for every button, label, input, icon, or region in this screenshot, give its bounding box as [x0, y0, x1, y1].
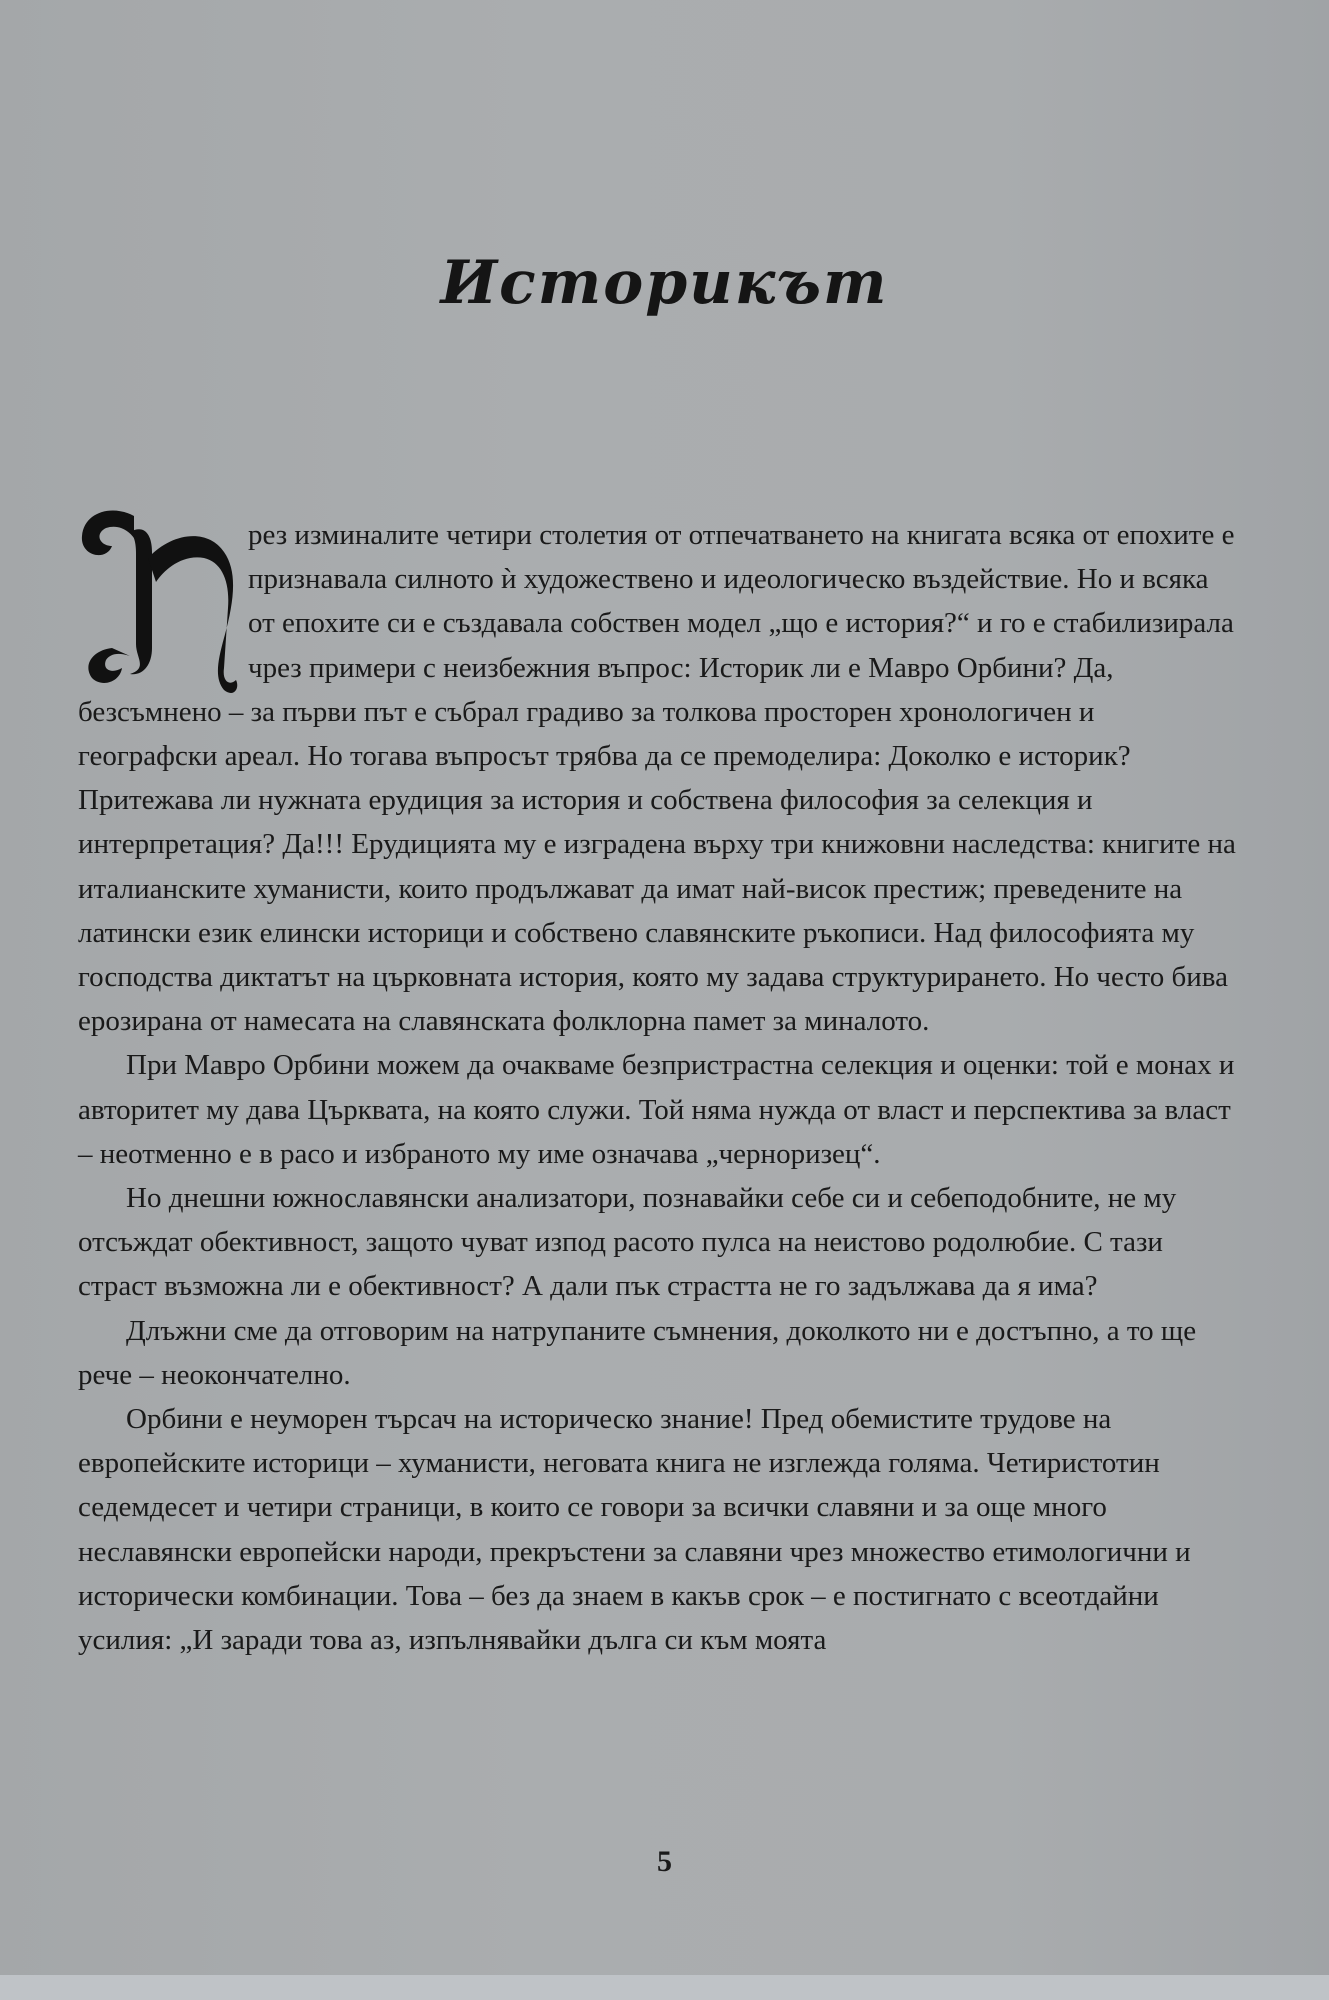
paragraph-5: Орбини е неуморен търсач на историческо знание! Пред обемистите трудове на европейските историци – хуманисти, неговата книга не изглежда голяма. Четиристотин седемдесет и четири страници, в които се говори за всички славяни и за още много неславянски европейски народи, прекръстени за славяни чрез множество етимологични и исторически комбинации. Това – без да знаем в какъв срок – е постигнато с всеотдайни усилия: „И заради това аз, изпълнявайки дълга си към моята	[78, 1403, 1191, 1657]
page-bottom-edge	[0, 1975, 1329, 2000]
drop-cap-ornament	[72, 513, 240, 689]
page-title: Историкът	[440, 248, 889, 318]
paragraph-4: Длъжни сме да отговорим на натрупаните съмнения, доколкото ни е достъпно, а то ще рече – неокончателно.	[78, 1314, 1197, 1391]
page-number: 5	[657, 1845, 672, 1878]
body-text	[78, 513, 1238, 1662]
paragraph-3: Но днешни южнославянски анализатори, познавайки себе си и себеподобните, не му отсъждат обективност, защото чуват изпод расото пулса на неистово родолюбие. С тази страст възможна ли е обективност? А дали пък страстта не го задължава да я има?	[78, 1182, 1177, 1303]
paragraph-1: рез изминалите четири столетия от отпечатването на книгата всяка от епохите е признавала силното ѝ художествено и идеологическо въздействие. Но и всяка от епохите си е създавала собствен модел „що е история?“ и го е стабилизирала чрез примери с неизбежния въпрос: Историк ли е Мавро Орбини? Да, безсъмнено – за първи път е събрал градиво за толкова просторен хронологичен и географски ареал. Но тогава въпросът трябва да се премоделира: Доколко е историк? Притежава ли нужната ерудиция за история и собствена философия за селекция и интерпретация? Да!!! Ерудицията му е изградена върху три книжовни наследства: книгите на италианските хуманисти, които продължават да имат най-висок престиж; преведените на латински език елински историци и собствено славянските ръкописи. Над философията му господства диктатът на църковната история, която му задава структурирането. Но често бива ерозирана от намесата на славянската фолклорна памет за миналото.	[78, 513, 1238, 1043]
paragraph-2: При Мавро Орбини можем да очакваме безпристрастна селекция и оценки: той е монах и авторитет му дава Църквата, на която служи. Той няма нужда от власт и перспектива за власт – неотменно е в расо и избраното му име означава „черноризец“.	[78, 1049, 1235, 1170]
